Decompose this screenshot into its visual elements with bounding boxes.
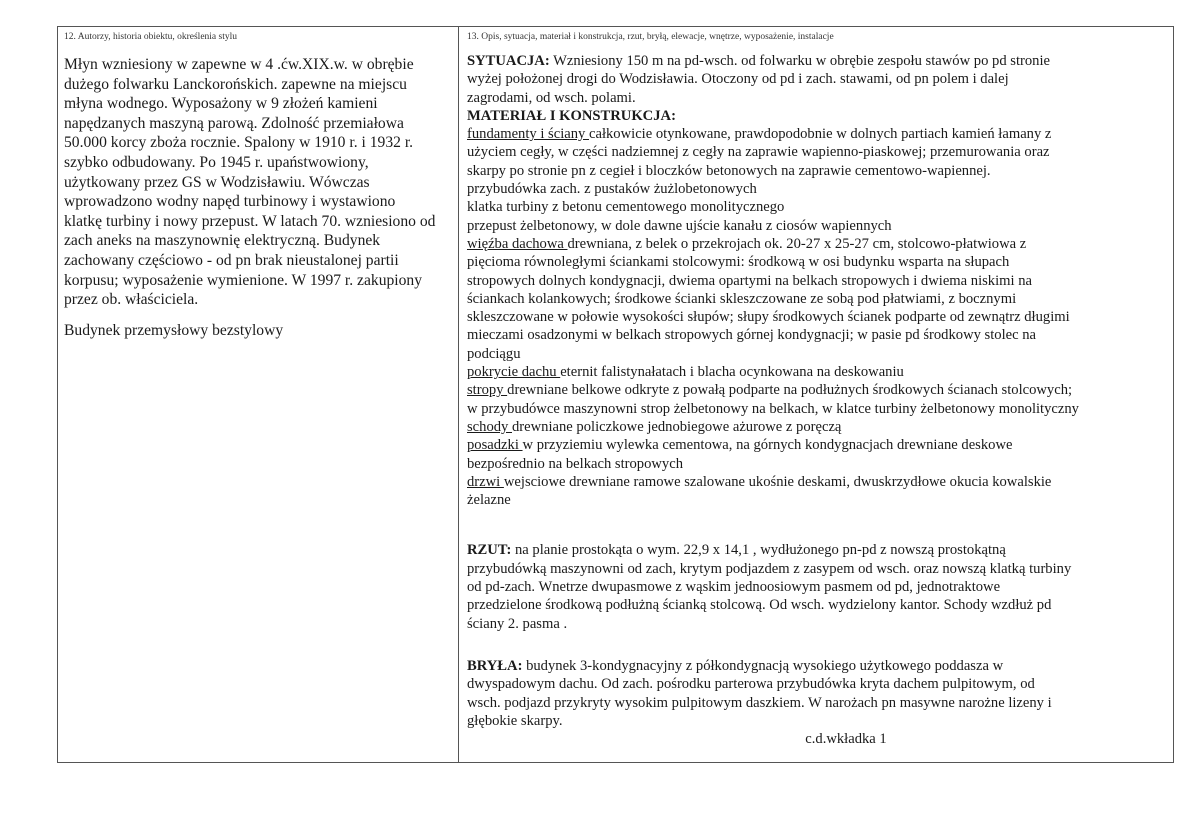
description-cell <box>459 27 1173 762</box>
material-text: podciągu <box>467 345 521 362</box>
material-line <box>467 345 1165 363</box>
massing-line <box>467 712 1165 730</box>
plan-line <box>467 560 1165 578</box>
plan-label: RZUT: <box>467 542 512 559</box>
material-line <box>467 272 1165 290</box>
material-line <box>467 125 1165 143</box>
material-line <box>467 198 1165 216</box>
plan-text: na planie prostokąta o wym. 22,9 x 14,1 , wydłużonego pn-pd z nowszą prostokątną <box>511 542 1006 559</box>
material-text: pięcioma równoległymi ściankami stolcowymi: środkową w osi budynku wsparta na słupach <box>467 254 1010 271</box>
material-text: przepust żelbetonowy, w dole dawne ujście kanału z ciosów wapiennych <box>467 217 892 234</box>
material-text: przybudówka zach. z pustaków żużlobetonowych <box>467 181 757 198</box>
history-line: Młyn wzniesiony w zapewne w 4 .ćw.XIX.w. w obrębie <box>64 56 414 73</box>
material-text: drewniane policzkowe jednobiegowe ażurowe z poręczą <box>512 418 842 435</box>
plan-text: przedzielone środkową podłużną ścianką stolcową. Od wsch. wydzielony kantor. Schody wzdłuż pd <box>467 597 1052 614</box>
style-text: Budynek przemysłowy bezstylowy <box>64 321 284 339</box>
material-line <box>467 308 1165 326</box>
situation-line <box>467 89 1165 107</box>
history-line: wprowadzono wodny napęd turbinowy i wystawiono <box>64 193 396 211</box>
material-line <box>467 290 1165 308</box>
material-term: stropy <box>467 382 508 399</box>
situation-text: wyżej położonej drogi do Wodzisławia. Otoczony od pd i zach. stawami, od pn polem i dalej <box>467 71 1009 88</box>
material-line <box>467 418 1165 436</box>
material-text: w przyziemiu wylewka cementowa, na górnych kondygnacjach drewniane deskowe <box>522 437 1013 454</box>
material-line <box>467 253 1165 271</box>
material-text: bezpośrednio na belkach stropowych <box>467 455 683 472</box>
situation-line <box>467 52 1165 70</box>
material-line <box>467 143 1165 161</box>
history-line: zachowany częściowo - od pn brak nieustalonej partii <box>64 251 399 269</box>
plan-line <box>467 578 1165 596</box>
continuation-note: c.d.wkładka 1 <box>805 731 887 748</box>
spacer <box>467 509 1165 527</box>
history-line: dużego folwarku Lanckorońskich. zapewne na miejscu <box>64 75 407 93</box>
history-text <box>64 55 452 310</box>
history-line: zach aneks na maszynownię elektryczną. Budynek <box>64 232 381 250</box>
history-line: szybko odbudowany. Po 1945 r. upaństwowiony, <box>64 153 369 171</box>
description-text <box>467 52 1165 748</box>
massing-line <box>467 694 1165 712</box>
plan-line <box>467 596 1165 614</box>
situation-text: Wzniesiony 150 m na pd-wsch. od folwarku w obrębie zespołu stawów po pd stronie <box>549 53 1050 69</box>
material-line <box>467 400 1165 418</box>
material-line <box>467 381 1165 399</box>
massing-text: głębokie skarpy. <box>467 712 563 729</box>
material-line <box>467 455 1165 473</box>
material-text: skleszczowane w połowie wysokości słupów; słupy środkowych ścianek podparte od zewnątrz długimi <box>467 309 1070 326</box>
history-line: młyna wodnego. Wyposażony w 9 złożeń kamieni <box>64 95 378 113</box>
massing-label: BRYŁA: <box>467 657 523 674</box>
massing-text: budynek 3-kondygnacyjny z półkondygnacją wysokiego użytkowego poddasza w <box>522 657 1004 674</box>
material-text: stropowych dolnych kondygnacji, dwiema opartymi na belkach stropowych i dwiema niskimi na <box>467 272 1032 289</box>
material-term: fundamenty i ściany <box>467 126 589 143</box>
material-term: drzwi <box>467 473 504 490</box>
material-line <box>467 326 1165 344</box>
material-text: wejsciowe drewniane ramowe szalowane ukośnie deskami, dwuskrzydłowe okucia kowalskie <box>503 473 1052 490</box>
plan-text: przybudówką maszynowni od zach, krytym podjazdem z zasypem od wsch. oraz nowszą klatką turbiny <box>467 560 1072 577</box>
situation-line <box>467 70 1165 88</box>
plan-text: ściany 2. pasma . <box>467 615 568 632</box>
situation-label: SYTUACJA: <box>467 53 550 69</box>
material-text: mieczami osadzonymi w belkach stropowych górnej kondygnacji; w pasie pd środkowy stolec na <box>467 327 1037 344</box>
material-text: klatka turbiny z betonu cementowego monolitycznego <box>467 199 785 216</box>
plan-line <box>467 615 1165 633</box>
history-cell <box>58 27 459 762</box>
material-label: MATERIAŁ I KONSTRUKCJA: <box>467 107 676 124</box>
plan-line <box>467 541 1165 559</box>
material-line <box>467 162 1165 180</box>
record-card-table <box>57 26 1174 763</box>
material-line <box>467 235 1165 253</box>
history-line: klatkę turbiny i nowy przepust. W latach 70. wzniesiono od <box>64 212 436 230</box>
situation-text: zagrodami, od wsch. polami. <box>467 89 636 106</box>
material-term: schody <box>467 418 512 435</box>
material-line <box>467 217 1165 235</box>
material-term: więźba dachowa <box>467 235 568 252</box>
material-text: drewniana, z belek o przekrojach ok. 20-27 x 25-27 cm, stolcowo-płatwiowa z <box>567 235 1027 252</box>
massing-text: wsch. podjazd przykryty wysokim pulpitowym daszkiem. W narożach pn masywne narożne lizeny i <box>467 694 1052 711</box>
material-text: drewniane belkowe odkryte z powałą podparte na podłużnych środkowych ścianach stolcowych; <box>507 382 1073 399</box>
massing-line <box>467 657 1165 675</box>
material-heading <box>467 107 1165 125</box>
material-line <box>467 180 1165 198</box>
material-line <box>467 473 1165 491</box>
history-header: 12. Autorzy, historia obiektu, określenia stylu <box>64 32 237 42</box>
material-text: użyciem cegły, w części nadziemnej z cegły na zaprawie wapienno-piaskowej; przemurowania oraz <box>467 144 1050 161</box>
massing-line <box>467 675 1165 693</box>
spacer <box>467 527 1165 541</box>
history-line: użytkowany przez GS w Wodzisławiu. Wówczas <box>64 173 370 191</box>
history-line: 50.000 korcy zboża rocznie. Spalony w 1910 r. i 1932 r. <box>64 134 414 152</box>
material-text: eternit falistynałatach i blacha ocynkowana na deskowaniu <box>560 364 904 381</box>
history-line: przez ob. właściciela. <box>64 291 199 309</box>
material-text: żelazne <box>467 492 511 509</box>
material-line <box>467 436 1165 454</box>
history-line: napędzanych maszyną parową. Zdolność przemiałowa <box>64 114 404 132</box>
spacer <box>467 633 1165 651</box>
material-text: ściankach kolankowych; środkowe ścianki skleszczowane ze sobą pod płatwiami, z bocznymi <box>467 290 1017 307</box>
material-line <box>467 363 1165 381</box>
history-line: korpusu; wyposażenie wymienione. W 1997 r. zakupiony <box>64 271 423 289</box>
material-text: skarpy po stronie pn z cegieł i bloczków betonowych na zaprawie cementowo-wapiennej. <box>467 162 991 179</box>
description-header: 13. Opis, sytuacja, materiał i konstrukcja, rzut, bryłą, elewacje, wnętrze, wyposażenie, instalacje <box>467 32 834 42</box>
material-line <box>467 491 1165 509</box>
plan-text: od pd-zach. Wnetrze dwupasmowe z wąskim jednoosiowym pasmem od pd, jednotraktowe <box>467 579 1001 596</box>
material-text: w przybudówce maszynowni strop żelbetonowy na belkach, w klatce turbiny żelbetonowy monolityczny <box>467 400 1079 417</box>
material-term: pokrycie dachu <box>467 364 561 381</box>
material-text: całkowicie otynkowane, prawdopodobnie w dolnych partiach kamień łamany z <box>589 126 1052 143</box>
massing-text: dwyspadowym dachu. Od zach. pośrodku parterowa przybudówka kryta dachem pulpitowym, od <box>467 676 1035 693</box>
material-term: posadzki <box>467 437 523 454</box>
